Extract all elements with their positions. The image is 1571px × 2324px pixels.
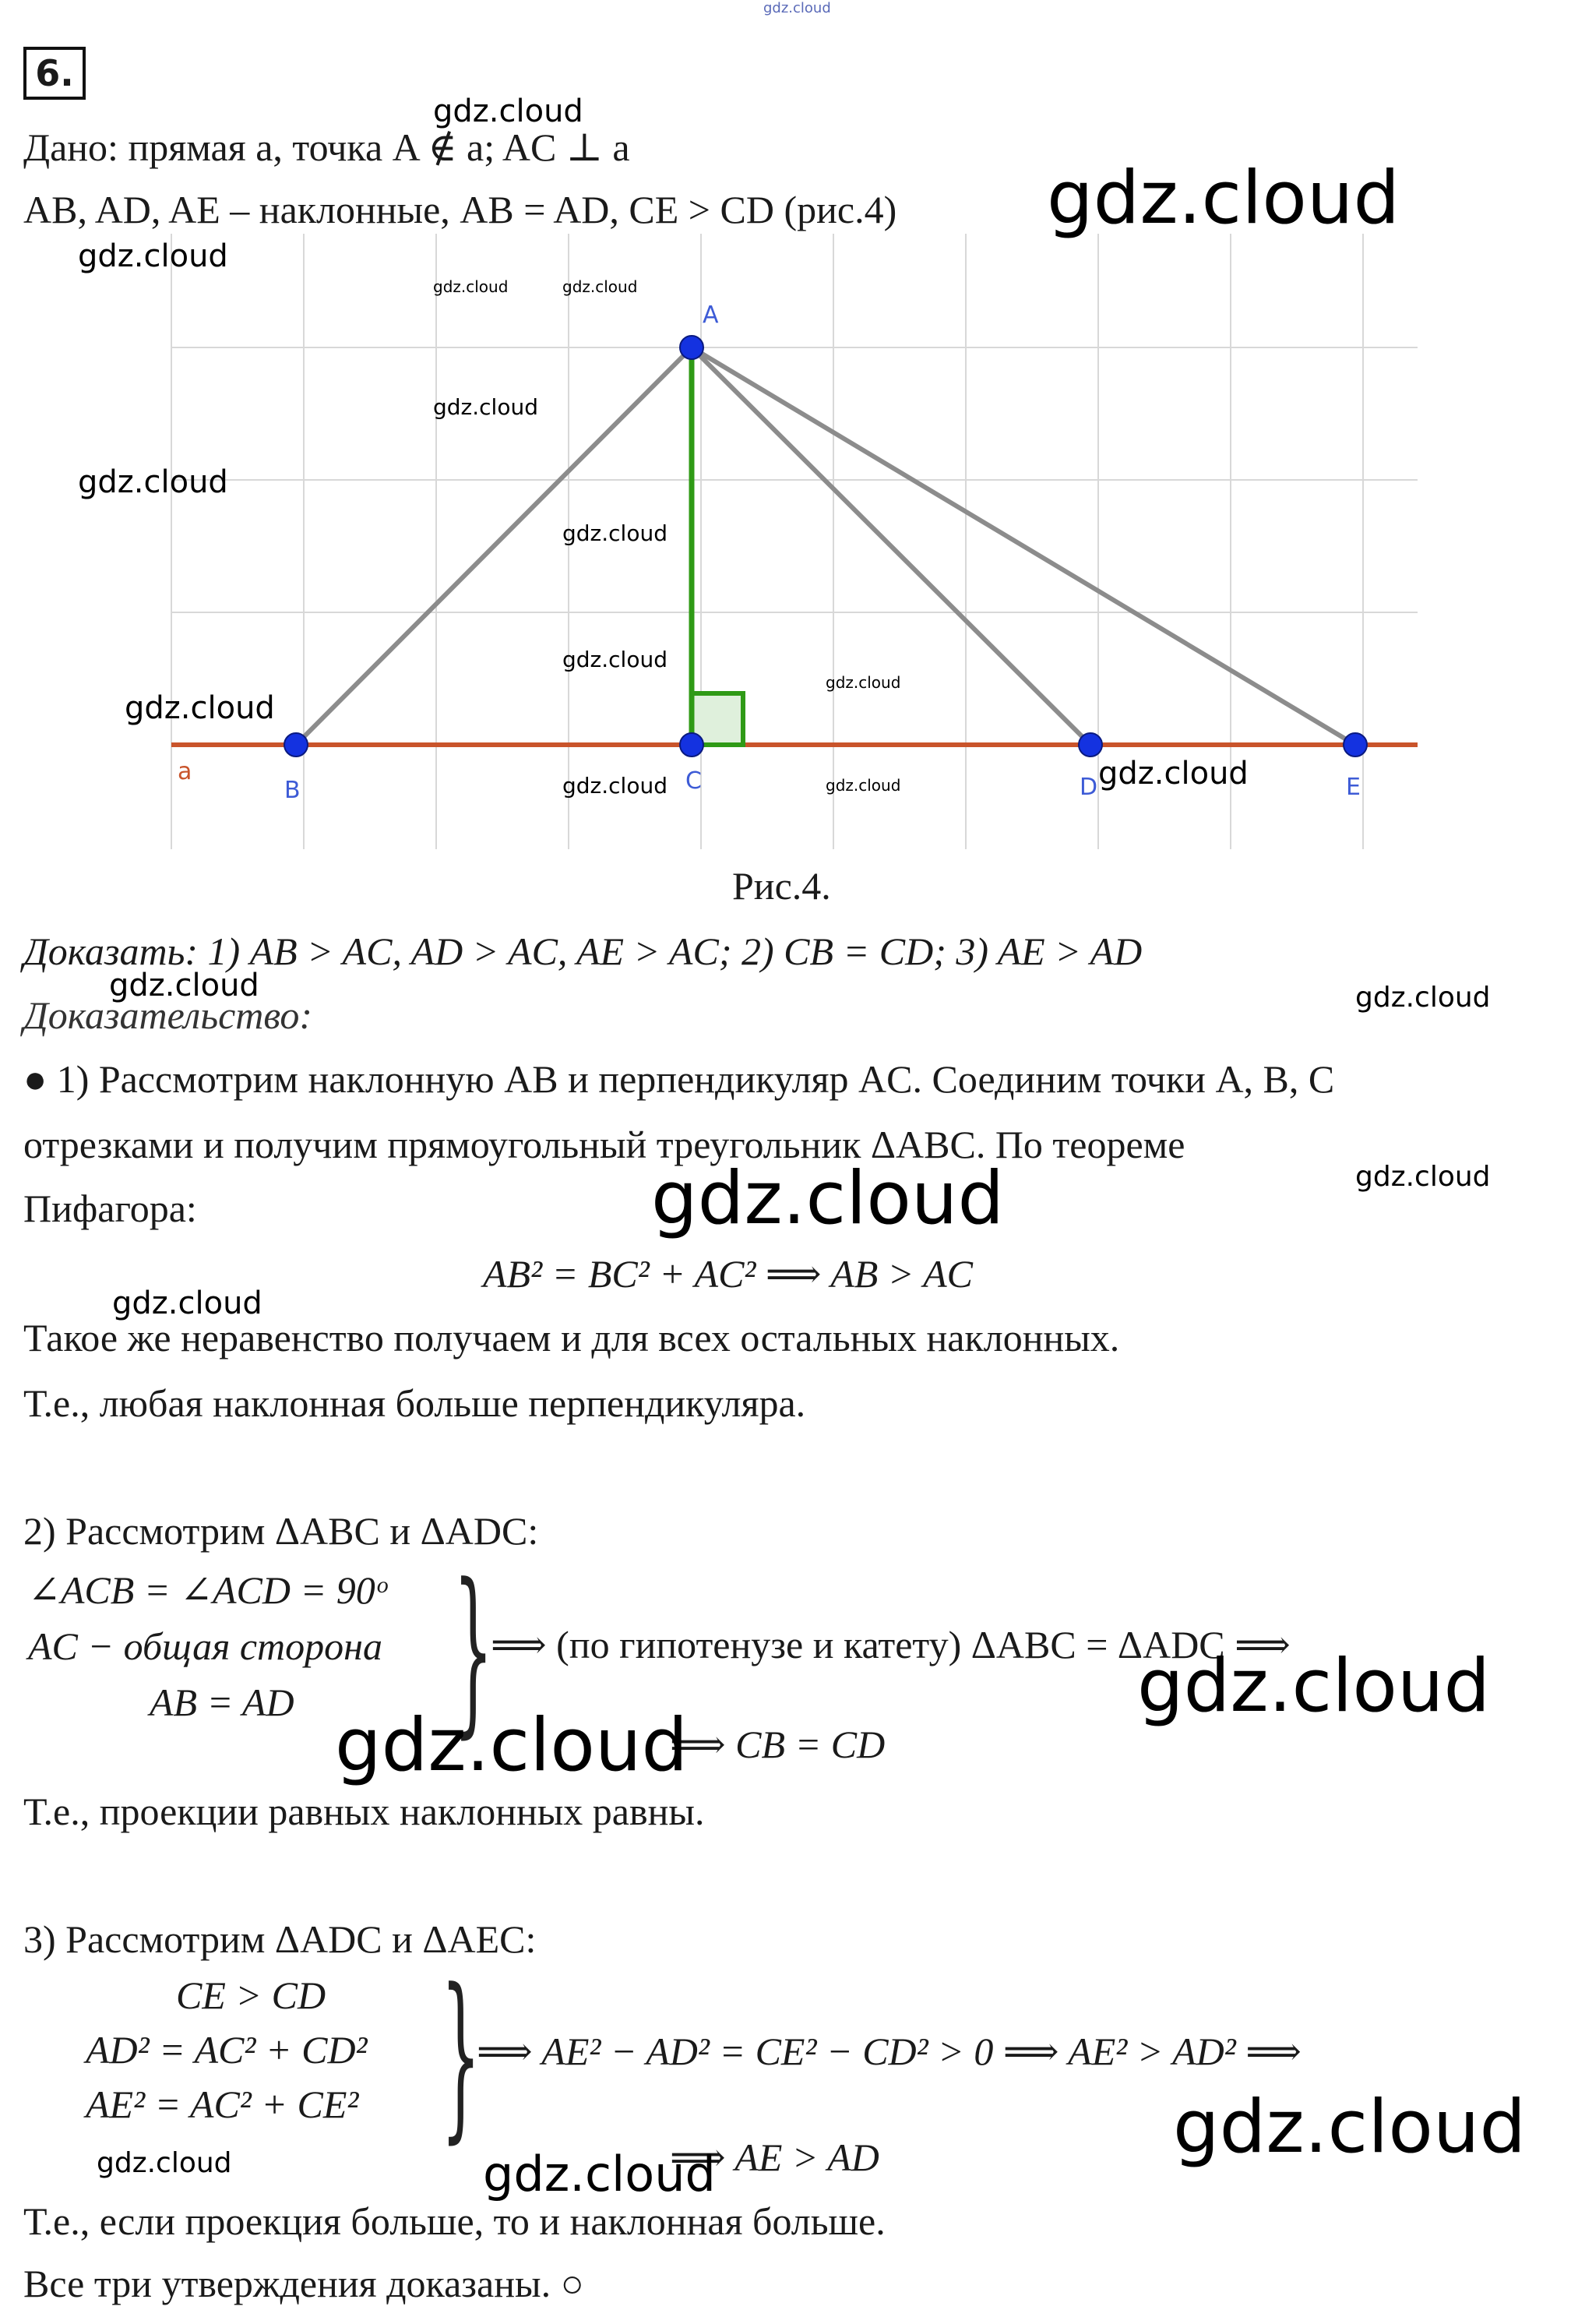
label-line-a: a bbox=[178, 758, 192, 785]
figure-4 bbox=[0, 0, 1571, 873]
point-E bbox=[1344, 733, 1367, 756]
segment-AE bbox=[692, 347, 1355, 745]
proof-heading: Доказательство: bbox=[23, 993, 313, 1037]
watermark: gdz.cloud bbox=[1355, 982, 1491, 1014]
part1-line-2: отрезками и получим прямоугольный треугольник ΔABC. По теореме bbox=[23, 1123, 1185, 1166]
label-A: A bbox=[703, 302, 719, 329]
label-E: E bbox=[1346, 774, 1361, 801]
part2-summary: Т.е., проекции равных наклонных равны. bbox=[23, 1790, 705, 1833]
part3-condition-1: CE > CD bbox=[176, 1973, 326, 2017]
watermark: gdz.cloud bbox=[483, 2146, 716, 2202]
part2-result: ⟹ CB = CD bbox=[670, 1723, 886, 1766]
watermark: gdz.cloud bbox=[433, 394, 538, 420]
watermark: gdz.cloud bbox=[1098, 756, 1249, 792]
part3-summary: Т.е., если проекция больше, то и наклонная больше. bbox=[23, 2199, 886, 2243]
part1-line-4: Такое же неравенство получаем и для всех остальных наклонных. bbox=[23, 1316, 1120, 1359]
watermark: gdz.cloud bbox=[562, 773, 667, 799]
figure-caption: Рис.4. bbox=[732, 864, 831, 908]
part2-condition-1: ∠ACB = ∠ACD = 90ᵒ bbox=[28, 1568, 386, 1612]
watermark: gdz.cloud bbox=[97, 2147, 232, 2179]
top-watermark: gdz.cloud bbox=[763, 0, 831, 16]
part3-heading: 3) Рассмотрим ΔADC и ΔAEC: bbox=[23, 1917, 537, 1961]
given-line-2: AB, AD, AE – наклонные, AB = AD, CE > CD (рис.4) bbox=[23, 188, 897, 231]
watermark: gdz.cloud bbox=[78, 238, 228, 274]
part3-conclusion: ⟹ AE² − AD² = CE² − CD² > 0 ⟹ AE² > AD² ⟹ bbox=[477, 2030, 1302, 2073]
watermark: gdz.cloud bbox=[433, 277, 509, 296]
watermark: gdz.cloud bbox=[433, 93, 583, 129]
watermark: gdz.cloud bbox=[651, 1156, 1005, 1241]
point-D bbox=[1079, 733, 1102, 756]
prove-statement: Доказать: 1) AB > AC, AD > AC, AE > AC; 2) CB = CD; 3) AE > AD bbox=[23, 929, 1143, 973]
part2-condition-3: AB = AD bbox=[150, 1680, 294, 1724]
part1-line-1: ● 1) Рассмотрим наклонную AB и перпендикуляр AC. Соединим точки A, B, C bbox=[23, 1057, 1335, 1101]
point-A bbox=[680, 336, 703, 359]
watermark: gdz.cloud bbox=[826, 673, 901, 692]
part2-condition-2: AC − общая сторона bbox=[28, 1624, 382, 1668]
watermark: gdz.cloud bbox=[562, 277, 638, 296]
point-B bbox=[284, 733, 308, 756]
watermark: gdz.cloud bbox=[112, 1285, 262, 1321]
watermark: gdz.cloud bbox=[1137, 1644, 1491, 1729]
watermark: gdz.cloud bbox=[826, 776, 901, 795]
point-C bbox=[680, 733, 703, 756]
part1-line-3: Пифагора: bbox=[23, 1187, 197, 1230]
part2-heading: 2) Рассмотрим ΔABC и ΔADC: bbox=[23, 1509, 539, 1553]
part3-condition-2: AD² = AC² + CD² bbox=[86, 2028, 368, 2072]
part3-final: Все три утверждения доказаны. ○ bbox=[23, 2262, 584, 2305]
part2-conclusion: ⟹ (по гипотенузе и катету) ΔABC = ΔADC ⟹ bbox=[491, 1623, 1291, 1666]
watermark: gdz.cloud bbox=[562, 647, 667, 672]
part1-line-5: Т.е., любая наклонная больше перпендикуляра. bbox=[23, 1381, 806, 1425]
watermark: gdz.cloud bbox=[125, 690, 275, 726]
part3-brace: } bbox=[441, 1952, 481, 2160]
watermark: gdz.cloud bbox=[562, 520, 667, 546]
watermark: gdz.cloud bbox=[1355, 1161, 1491, 1193]
watermark: gdz.cloud bbox=[335, 1703, 689, 1788]
label-C: C bbox=[685, 767, 702, 795]
watermark: gdz.cloud bbox=[78, 464, 228, 500]
label-D: D bbox=[1080, 774, 1098, 801]
part3-condition-3: AE² = AC² + CE² bbox=[86, 2082, 359, 2126]
part3-result: ⟹ AE > AD bbox=[670, 2135, 879, 2179]
label-B: B bbox=[284, 777, 301, 804]
problem-number: 6. bbox=[23, 47, 86, 100]
given-line-1: Дано: прямая a, точка A ∉ a; AC ⊥ a bbox=[23, 125, 630, 169]
part2-brace: } bbox=[453, 1546, 494, 1754]
part1-formula: AB² = BC² + AC² ⟹ AB > AC bbox=[483, 1252, 974, 1296]
watermark: gdz.cloud bbox=[1047, 156, 1400, 241]
watermark: gdz.cloud bbox=[109, 968, 259, 1003]
watermark: gdz.cloud bbox=[1173, 2085, 1527, 2170]
